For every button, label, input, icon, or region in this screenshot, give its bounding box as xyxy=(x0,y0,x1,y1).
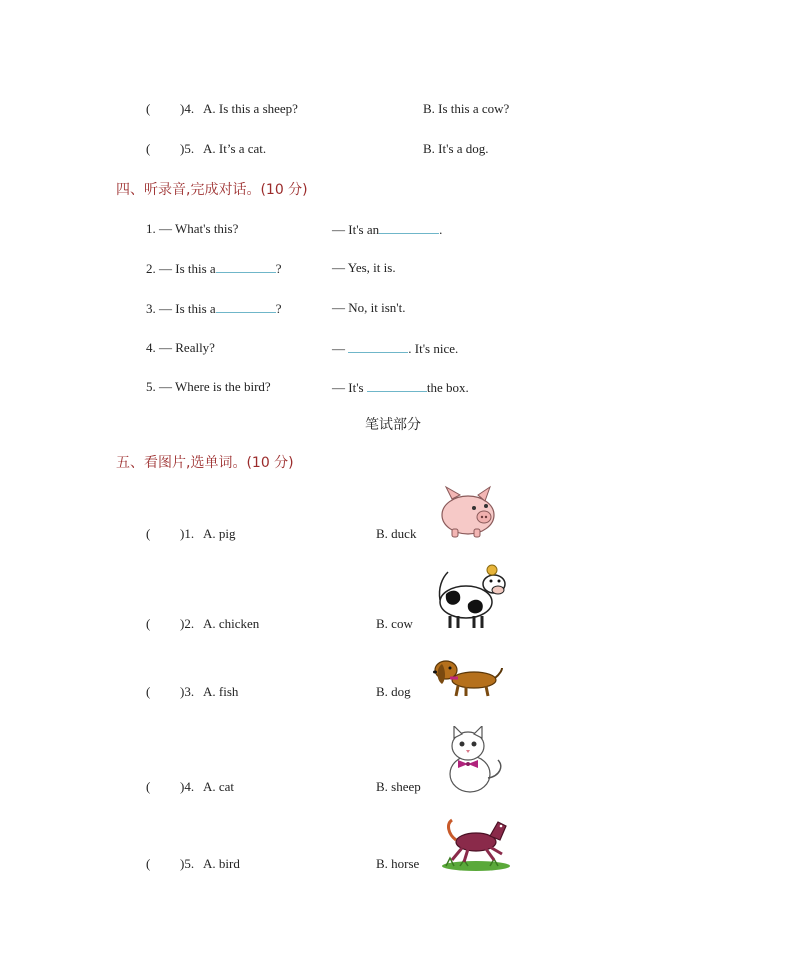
answer-blank[interactable] xyxy=(367,379,427,392)
question-number: )3. xyxy=(180,684,195,699)
row-number: 3. xyxy=(146,301,156,316)
written-part-title: 笔试部分 xyxy=(365,417,421,433)
question-text: — Is this a xyxy=(159,301,216,316)
question-text: — What's this? xyxy=(159,221,239,236)
answer-prefix: — xyxy=(332,341,345,356)
option-a: A. cat xyxy=(203,779,235,794)
option-b: B. It's a dog. xyxy=(423,141,489,156)
answer-blank[interactable] xyxy=(348,340,408,353)
answer-3: — No, it isn't. xyxy=(332,300,406,315)
answer-2: — Yes, it is. xyxy=(332,260,396,275)
dog-icon xyxy=(432,654,504,700)
paren-open: ( xyxy=(146,101,151,116)
option-b: B. sheep xyxy=(376,779,421,794)
question-blank[interactable] xyxy=(216,260,276,273)
question-text: — Really? xyxy=(159,340,215,355)
answer-blank[interactable] xyxy=(379,221,439,234)
option-a: A. fish xyxy=(203,684,239,699)
answer-5 xyxy=(332,379,469,396)
cat-icon xyxy=(442,726,506,794)
option-b: B. Is this a cow? xyxy=(423,101,510,116)
option-a: A. chicken xyxy=(203,616,260,631)
row-number: 5. xyxy=(146,379,156,394)
dialog-row-1 xyxy=(146,221,238,237)
paren-open: ( xyxy=(146,141,151,156)
option-a: A. pig xyxy=(203,526,236,541)
option-a: A. It’s a cat. xyxy=(203,141,267,156)
pig-icon xyxy=(438,483,498,539)
question-number: )1. xyxy=(180,526,195,541)
question-number: )5. xyxy=(180,856,195,871)
dialog-row-2 xyxy=(146,260,281,277)
answer-1 xyxy=(332,221,442,238)
question-number: )4. xyxy=(180,101,195,116)
cow-icon xyxy=(436,560,510,630)
option-b: B. duck xyxy=(376,526,417,541)
option-a: A. bird xyxy=(203,856,240,871)
paren-open: ( xyxy=(146,526,151,541)
question-suffix: ? xyxy=(275,301,282,316)
answer-suffix: the box. xyxy=(426,380,469,395)
paren-open: ( xyxy=(146,779,151,794)
row-number: 4. xyxy=(146,340,156,355)
question-number: )2. xyxy=(180,616,195,631)
question-text: — Where is the bird? xyxy=(159,379,271,394)
question-suffix: ? xyxy=(275,261,282,276)
question-text: — Is this a xyxy=(159,261,216,276)
answer-suffix: . xyxy=(439,222,443,237)
option-b: B. dog xyxy=(376,684,411,699)
question-number: )5. xyxy=(180,141,195,156)
question-blank[interactable] xyxy=(216,300,276,313)
option-b: B. horse xyxy=(376,856,420,871)
section-4-title: 四、听录音,完成对话。(10 分) xyxy=(116,182,308,198)
dialog-row-3 xyxy=(146,300,281,317)
dialog-row-5 xyxy=(146,379,271,395)
option-a: A. Is this a sheep? xyxy=(203,101,298,116)
answer-suffix: . It's nice. xyxy=(408,341,459,356)
paren-open: ( xyxy=(146,684,151,699)
answer-prefix: — It's xyxy=(332,380,364,395)
option-b: B. cow xyxy=(376,616,413,631)
row-number: 2. xyxy=(146,261,156,276)
row-number: 1. xyxy=(146,221,156,236)
question-number: )4. xyxy=(180,779,195,794)
answer-prefix: — It's an xyxy=(332,222,380,237)
paren-open: ( xyxy=(146,616,151,631)
horse-icon xyxy=(440,814,512,872)
paren-open: ( xyxy=(146,856,151,871)
answer-4 xyxy=(332,340,458,357)
section-5-title: 五、看图片,选单词。(10 分) xyxy=(116,455,294,471)
dialog-row-4 xyxy=(146,340,215,356)
